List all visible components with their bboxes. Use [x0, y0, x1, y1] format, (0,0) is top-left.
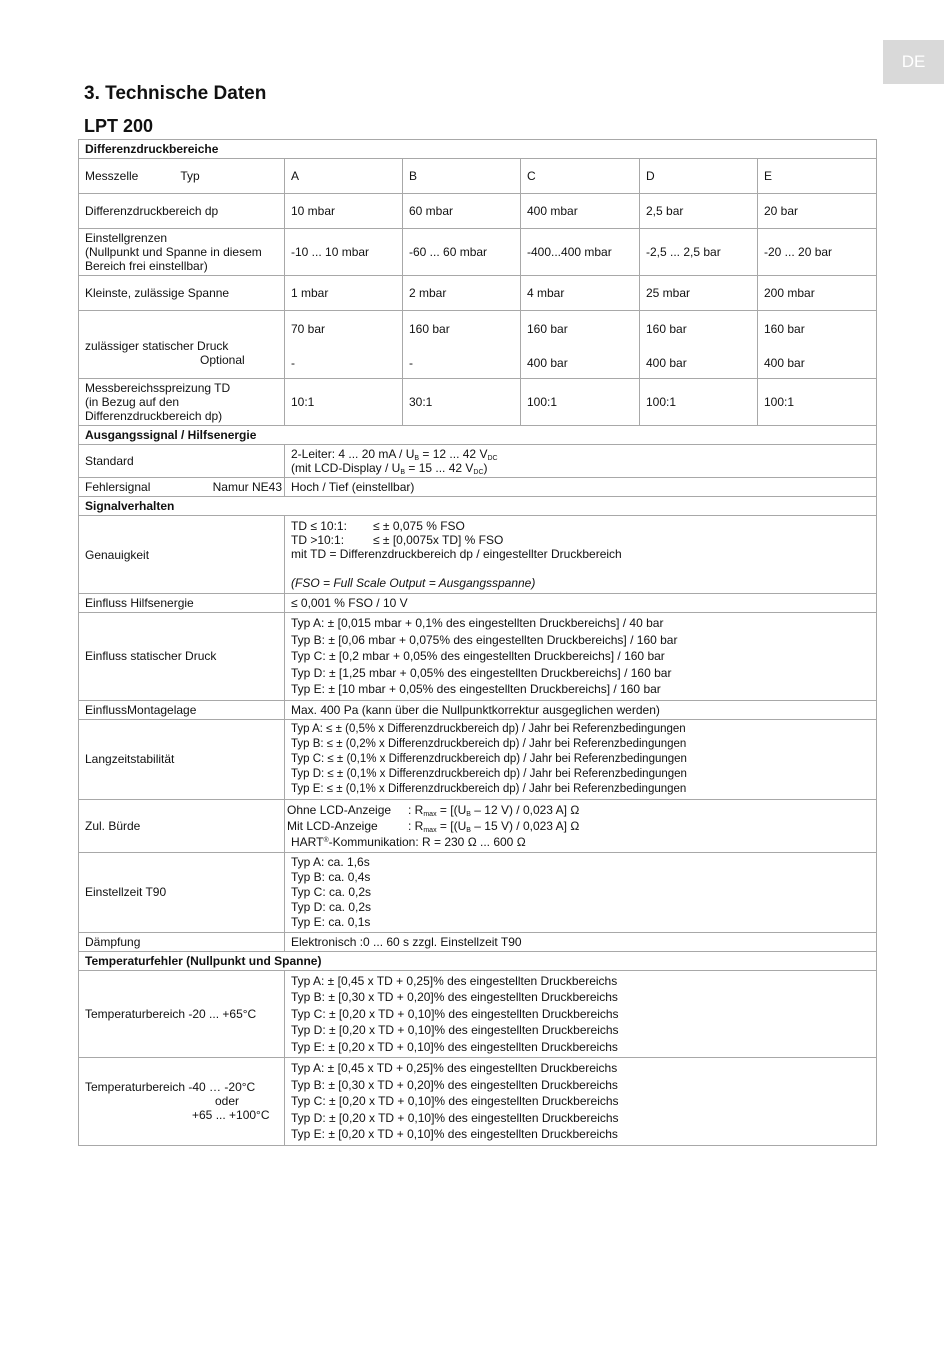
table-cell	[640, 311, 758, 379]
section-row	[79, 140, 877, 159]
table-cell: -20 ... 20 bar	[758, 229, 877, 276]
value: 160 bar	[409, 321, 450, 336]
measuring-cell-label: Messzelle	[85, 169, 139, 183]
list-item: Typ A: ≤ ± (0,5% x Differenzdruckbereich dp) / Jahr bei Referenzbedingungen	[291, 722, 686, 735]
list-item: Typ C: ± [0,2 mbar + 0,05% des eingestellten Druckbereichs] / 160 bar	[291, 649, 665, 663]
table-cell	[403, 311, 521, 379]
table-cell: -2,5 ... 2,5 bar	[640, 229, 758, 276]
language-tab[interactable]: DE	[883, 40, 944, 84]
table-cell: D	[640, 159, 758, 194]
table-cell: 30:1	[403, 379, 521, 426]
fso-note: (FSO = Full Scale Output = Ausgangsspanne)	[291, 576, 536, 590]
label-line: Messbereichsspreizung TD	[85, 381, 231, 395]
label-line: Differenzdruckbereich dp)	[85, 409, 223, 423]
table-row	[79, 159, 877, 194]
list-item: Typ D: ± [0,20 x TD + 0,10]% des eingestellten Druckbereichs	[291, 1023, 619, 1037]
burden-line: Ohne LCD-Anzeige : $R_{max} = [(U_B - 12$ V) / 0,023 A] Ω	[287, 802, 580, 818]
list-item: Typ B: ± [0,30 x TD + 0,20]% des eingestellten Druckbereichs	[291, 1077, 618, 1092]
table-cell: -400...400 mbar	[521, 229, 640, 276]
table-row	[79, 229, 877, 276]
list-item: Typ C: ± [0,20 x TD + 0,10]% des eingestellten Druckbereichs	[291, 1006, 619, 1021]
burden-line: Mit LCD-Anzeige : $R_{max} = [(U_B - 15$ V) / 0,023 A] Ω	[287, 818, 580, 834]
table-cell: Elektronisch :0 ... 60 s zzgl. Einstellzeit T90	[285, 932, 877, 951]
row-label	[79, 229, 285, 276]
list-item: Typ A: ca. 1,6s	[291, 854, 370, 869]
table-cell: ≤ 0,001 % FSO / 10 V	[285, 594, 877, 613]
table-row	[79, 311, 877, 379]
row-label: Genauigkeit	[79, 516, 285, 594]
section-title: Differenzdruckbereiche	[79, 140, 877, 159]
table-cell: B	[403, 159, 521, 194]
table-row	[79, 970, 877, 1058]
table-cell: Max. 400 Pa (kann über die Nullpunktkorrektur ausgeglichen werden)	[285, 700, 877, 719]
model-heading: LPT 200	[84, 116, 154, 136]
label-line: (in Bezug auf den	[85, 395, 180, 409]
label-line: Einstellgrenzen	[85, 231, 168, 245]
table-cell: -10 ... 10 mbar	[285, 229, 403, 276]
label-line: Bereich frei einstellbar)	[85, 259, 208, 273]
table-cell	[285, 516, 877, 594]
table-cell	[521, 311, 640, 379]
section-title: Ausgangssignal / Hilfsenergie	[79, 426, 877, 445]
section-row	[79, 426, 877, 445]
row-label: Einfluss Hilfsenergie	[79, 594, 285, 613]
list-item: Typ E: ca. 0,1s	[291, 914, 371, 929]
row-label	[79, 1058, 285, 1146]
value: 400 bar	[646, 355, 687, 370]
table-row	[79, 719, 877, 799]
list-item: Typ A: ± [0,45 x TD + 0,25]% des eingestellten Druckbereichs	[291, 1061, 618, 1075]
row-label: Zul. Bürde	[79, 799, 285, 852]
section-row	[79, 951, 877, 970]
table-cell: 400 mbar	[521, 194, 640, 229]
table-cell	[285, 799, 877, 852]
table-cell: 2,5 bar	[640, 194, 758, 229]
row-label	[79, 311, 285, 379]
row-label: EinflussMontagelage	[79, 700, 285, 719]
value: -	[291, 355, 295, 370]
standard-line: (mit LCD-Display / $U_B = 15$ ... 42 $V_{DC}$)	[291, 461, 488, 476]
table-cell: 10 mbar	[285, 194, 403, 229]
standard-line: 2-Leiter: 4 ... 20 mA / $U_B = 12$ ... 42 $V_{DC}$	[291, 447, 498, 462]
table-cell: A	[285, 159, 403, 194]
label-line: (Nullpunkt und Spanne in diesem	[85, 245, 262, 259]
accuracy-line: mit TD = Differenzdruckbereich dp / eingestellter Druckbereich	[291, 547, 622, 561]
list-item: Typ A: ± [0,45 x TD + 0,25]% des eingestellten Druckbereichs	[291, 973, 618, 988]
row-label	[79, 159, 285, 194]
list-item: Typ E: ± [0,20 x TD + 0,10]% des eingestellten Druckbereichs	[291, 1039, 618, 1054]
row-label: Differenzdruckbereich dp	[79, 194, 285, 229]
section-title: Temperaturfehler (Nullpunkt und Spanne)	[79, 951, 877, 970]
list-item: Typ D: ± [0,20 x TD + 0,10]% des eingestellten Druckbereichs	[291, 1110, 619, 1125]
list-item: Typ D: ≤ ± (0,1% x Differenzdruckbereich dp) / Jahr bei Referenzbedingungen	[291, 767, 687, 780]
table-cell	[285, 852, 877, 932]
list-item: Typ D: ca. 0,2s	[291, 899, 372, 914]
table-cell	[285, 970, 877, 1058]
accuracy-line: TD >10:1: ≤ ± [0,0075x TD] % FSO	[291, 533, 504, 547]
row-label	[79, 379, 285, 426]
label-line: zulässiger statischer Druck	[85, 338, 229, 353]
label-line: Temperaturbereich -40 … -20°C	[85, 1080, 256, 1095]
list-item: Typ B: ≤ ± (0,2% x Differenzdruckbereich dp) / Jahr bei Referenzbedingungen	[291, 737, 687, 750]
list-item: Typ C: ± [0,20 x TD + 0,10]% des eingestellten Druckbereichs	[291, 1094, 619, 1108]
section-row	[79, 497, 877, 516]
list-item: Typ E: ± [10 mbar + 0,05% des eingestellten Druckbereichs] / 160 bar	[291, 682, 661, 696]
table-row	[79, 594, 877, 613]
section-heading: 3. Technische Daten	[84, 83, 267, 104]
list-item: Typ C: ≤ ± (0,1% x Differenzdruckbereich dp) / Jahr bei Referenzbedingungen	[291, 752, 687, 765]
table-row	[79, 852, 877, 932]
table-cell	[285, 311, 403, 379]
value: 160 bar	[527, 321, 568, 336]
table-row	[79, 799, 877, 852]
table-cell: 100:1	[758, 379, 877, 426]
table-cell: 100:1	[640, 379, 758, 426]
table-cell: 25 mbar	[640, 276, 758, 311]
table-cell: 20 bar	[758, 194, 877, 229]
table-row	[79, 516, 877, 594]
section-title: Signalverhalten	[79, 497, 877, 516]
value: 160 bar	[646, 321, 687, 336]
row-label: Langzeitstabilität	[79, 719, 285, 799]
namur-label: Namur NE43	[212, 480, 282, 494]
table-cell: 200 mbar	[758, 276, 877, 311]
table-cell	[285, 719, 877, 799]
type-label: Typ	[180, 169, 200, 183]
value: -	[409, 355, 413, 370]
table-cell	[285, 1058, 877, 1146]
table-cell: 10:1	[285, 379, 403, 426]
burden-line: HART®-Kommunikation: R = 230 Ω ... 600 Ω	[291, 834, 526, 849]
row-label: Kleinste, zulässige Spanne	[79, 276, 285, 311]
table-cell: 4 mbar	[521, 276, 640, 311]
fault-signal-label: Fehlersignal	[85, 480, 151, 494]
value: 160 bar	[764, 321, 805, 336]
accuracy-line: TD ≤ 10:1: ≤ ± 0,075 % FSO	[291, 519, 465, 533]
value: 70 bar	[291, 321, 326, 336]
list-item: Typ E: ≤ ± (0,1% x Differenzdruckbereich dp) / Jahr bei Referenzbedingungen	[291, 782, 687, 795]
list-item: Typ B: ± [0,30 x TD + 0,20]% des eingestellten Druckbereichs	[291, 990, 618, 1004]
row-label: Temperaturbereich -20 ... +65°C	[79, 970, 285, 1058]
label-line: +65 ... +100°C	[192, 1108, 270, 1123]
table-row	[79, 932, 877, 951]
list-item: Typ C: ca. 0,2s	[291, 884, 372, 899]
table-row	[79, 478, 877, 497]
table-cell: C	[521, 159, 640, 194]
table-cell: 1 mbar	[285, 276, 403, 311]
table-row	[79, 194, 877, 229]
label-line: oder	[215, 1094, 240, 1109]
table-row	[79, 613, 877, 701]
table-row	[79, 276, 877, 311]
table-row	[79, 1058, 877, 1146]
table-row	[79, 445, 877, 478]
optional-label: Optional	[200, 352, 245, 367]
table-row	[79, 700, 877, 719]
row-label: Standard	[79, 445, 285, 478]
table-row	[79, 379, 877, 426]
value: 400 bar	[764, 355, 805, 370]
table-cell: -60 ... 60 mbar	[403, 229, 521, 276]
table-cell	[758, 311, 877, 379]
table-cell	[285, 613, 877, 701]
list-item: Typ D: ± [1,25 mbar + 0,05% des eingestellten Druckbereichs] / 160 bar	[291, 665, 672, 680]
row-label: Einstellzeit T90	[79, 852, 285, 932]
row-label	[79, 478, 285, 497]
table-cell	[285, 445, 877, 478]
list-item: Typ B: ± [0,06 mbar + 0,075% des eingestellten Druckbereichs] / 160 bar	[291, 632, 678, 647]
table-cell: Hoch / Tief (einstellbar)	[285, 478, 877, 497]
value: 400 bar	[527, 355, 568, 370]
row-label: Einfluss statischer Druck	[79, 613, 285, 701]
spec-table	[78, 139, 877, 1146]
table-cell: 60 mbar	[403, 194, 521, 229]
table-cell: 100:1	[521, 379, 640, 426]
table-cell: 2 mbar	[403, 276, 521, 311]
table-cell: E	[758, 159, 877, 194]
list-item: Typ B: ca. 0,4s	[291, 869, 371, 884]
list-item: Typ A: ± [0,015 mbar + 0,1% des eingestellten Druckbereichs] / 40 bar	[291, 616, 664, 630]
list-item: Typ E: ± [0,20 x TD + 0,10]% des eingestellten Druckbereichs	[291, 1127, 618, 1141]
row-label: Dämpfung	[79, 932, 285, 951]
